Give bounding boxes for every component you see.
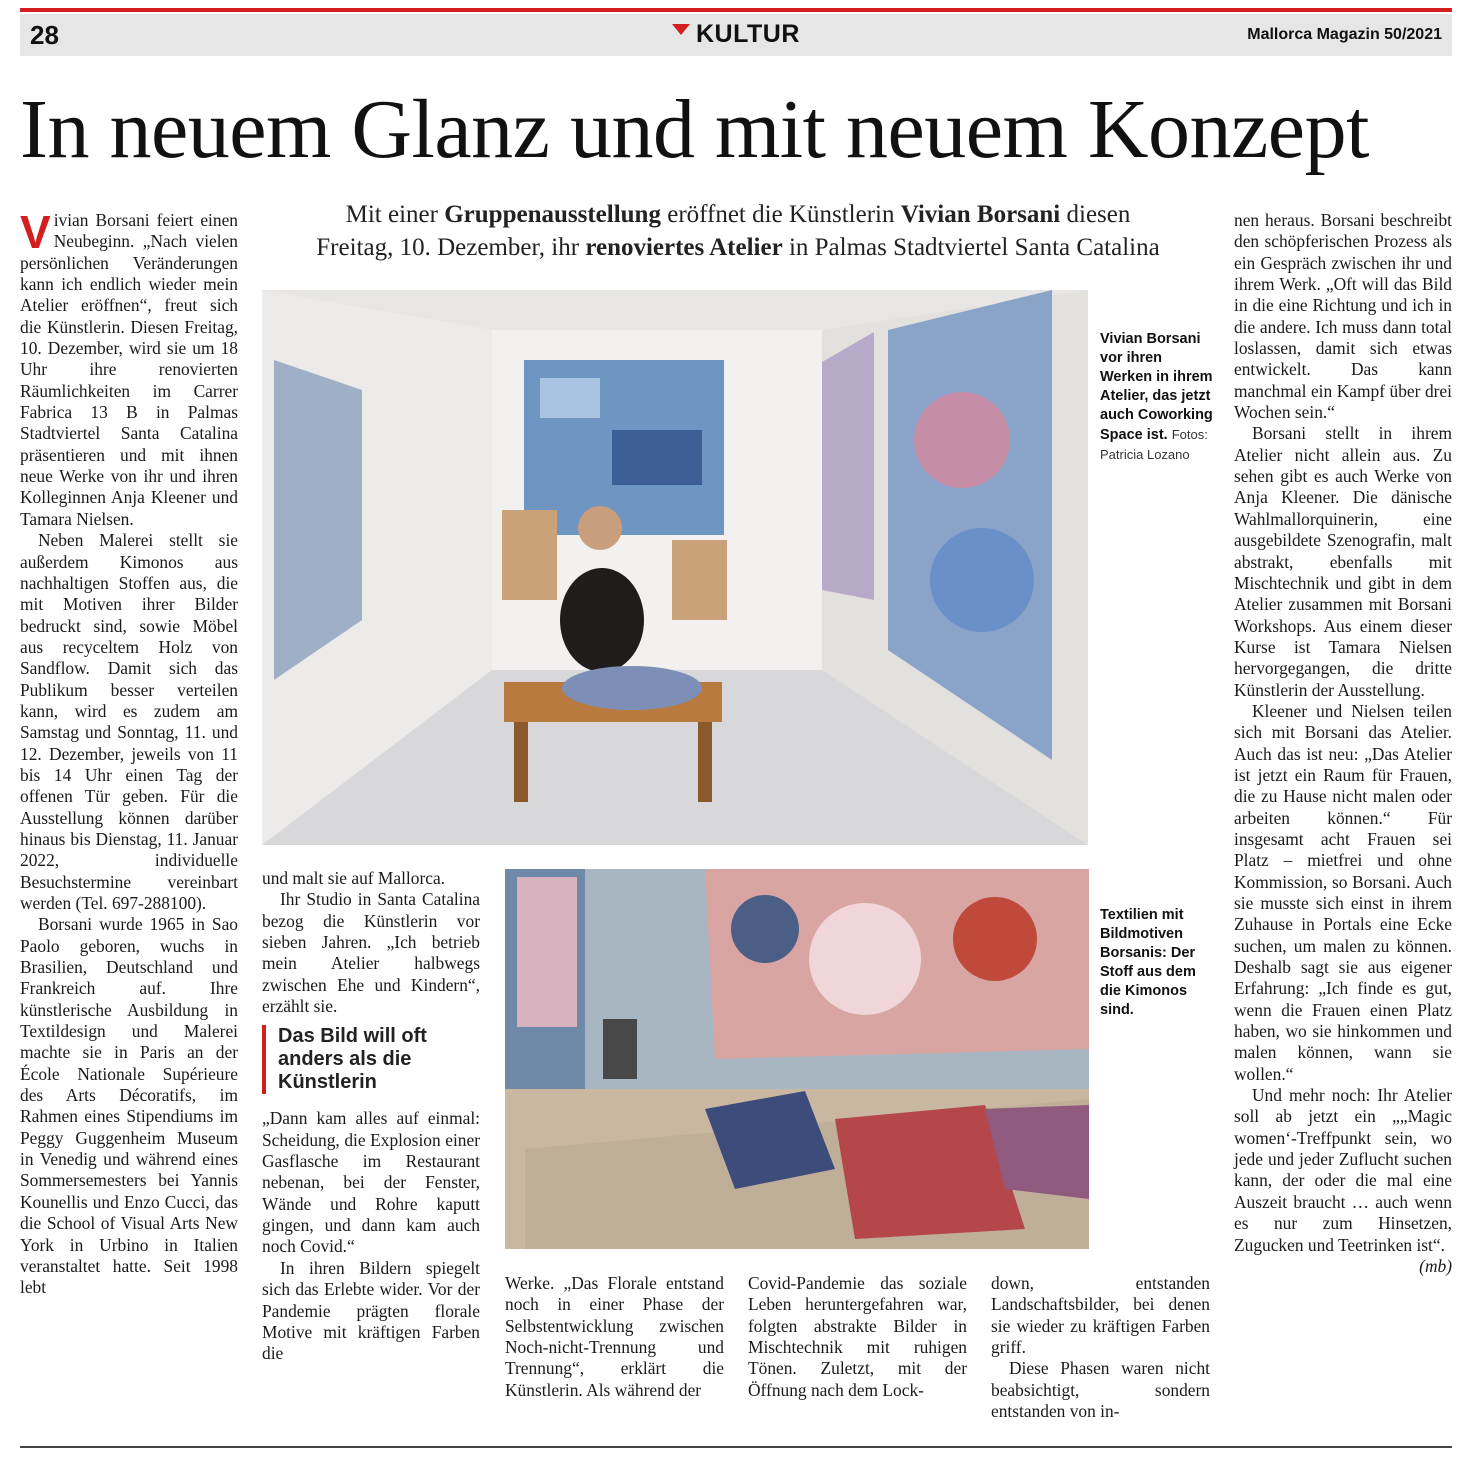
paragraph-7: Diese Phasen waren nicht beabsichtigt, sondern entstanden von in-	[991, 1358, 1210, 1422]
article-column-6	[1234, 210, 1452, 1277]
subhead-bold: Gruppenausstellung	[444, 201, 661, 228]
subhead-text: diesen	[1060, 201, 1131, 228]
paragraph-1	[20, 206, 238, 530]
paragraph-6-continued: Werke. „Das Florale entstand noch in einer Phase der Selbstentwicklung zwischen Noch-nicht-Trennung und Trennung“, erklärt die Künstlerin. Als während der	[505, 1273, 724, 1400]
subhead-text: eröffnet die Künstlerin	[660, 201, 901, 228]
photo-caption-1	[1100, 330, 1218, 465]
paragraph-4: Ihr Studio in Santa Catalina bezog die Künstlerin vor sieben Jahren. „Ich betrieb mein Atelier halbwegs zwischen Ehe und Kindern“, erzählt sie.	[262, 889, 480, 1017]
paragraph-6: In ihren Bildern spiegelt sich das Erlebte wider. Vor der Pandemie prägten florale Motive mit kräftigen Farben die	[262, 1257, 480, 1364]
subhead-text: in Palmas Stadtviertel Santa Catalina	[782, 234, 1160, 261]
author-signature: (mb)	[1419, 1255, 1452, 1276]
caption-text: Textilien mit Bildmotiven Borsanis: Der Stoff aus dem die Kimonos sind.	[1100, 907, 1196, 1018]
article-column-3	[505, 1273, 724, 1401]
paragraph-9: Kleener und Nielsen teilen sich mit Borsani das Atelier. Auch das ist neu: „Das Atelier ist jetzt ein Raum für Frauen, die zu Hause nicht malen oder arbeiten können.“ Für insgesamt acht Frauen sei Platz – mietfrei und ohne Kommission, so Borsani. Auch sie musste sich einst in ihrem Zuhause in Portals eine Ecke suchen, um malen zu können. Deshalb sagt sie aus eigener Erfahrung: „Ich finde es gut, wenn die Frauen einen Platz haben, wo sie hinkommen und malen können, wann sie wollen.“	[1234, 700, 1452, 1084]
paragraph-text: Und mehr noch: Ihr Atelier soll ab jetzt ein „„Magic women‘-Treffpunkt sein, wo jede und jeder Zuflucht suchen kann, der oder die mal eine Auszeit braucht … auch wenn es nur zum Hinsetzen, Zugucken und Teetrinken ist“.	[1234, 1085, 1452, 1255]
caption-text: Vivian Borsani vor ihren Werken in ihrem Atelier, das jetzt auch Coworking Space ist.	[1100, 331, 1213, 443]
atelier-photo-illustration	[262, 290, 1088, 845]
photo-caption-2	[1100, 906, 1218, 1020]
section-name: KULTUR	[696, 20, 800, 48]
headline: In neuem Glanz und mit neuem Konzept	[20, 83, 1369, 176]
section-label	[672, 20, 800, 49]
red-triangle-icon	[672, 24, 690, 35]
atelier-photo	[262, 290, 1088, 845]
subheading: Das Bild will oft anders als die Künstlerin	[262, 1025, 480, 1094]
textiles-photo-illustration	[505, 869, 1089, 1249]
article-column-1	[20, 206, 238, 1299]
subhead-bold: renoviertes Atelier	[585, 234, 783, 261]
paragraph-5: „Dann kam alles auf einmal: Scheidung, die Explosion einer Gasflasche im Restaurant nebenan, bei der Fenster, Wände und Rohre kaputt gingen, und dann kam auch noch Covid.“	[262, 1108, 480, 1257]
article-column-4	[748, 1273, 967, 1401]
article-column-5	[991, 1273, 1210, 1422]
paragraph-2: Neben Malerei stellt sie außerdem Kimonos aus nachhaltigen Stoffen aus, die mit Motiven ihrer Bilder bedruckt sind, sowie Möbel aus recyceltem Holz von Sandflow. Damit sich das Publikum besser verteilen kann, wird es zudem am Samstag und Sonntag, 11. und 12. Dezember, jeweils von 11 bis 14 Uhr einen Tag der offenen Tür geben. Für die Ausstellung können darüber hinaus bis Dienstag, 11. Januar 2022, individuelle Besuchstermine vereinbart werden (Tel. 697-288100).	[20, 530, 238, 913]
paragraph-3: Borsani wurde 1965 in Sao Paolo geboren, wuchs in Brasilien, Deutschland und Frankreich auf. Ihre künstlerische Ausbildung in Textildesign und Malerei machte sie in Paris an der École Nationale Supérieure des Arts Décoratifs, im Rahmen eines Stipendiums im Peggy Guggenheim Museum in Venedig und während eines Sommersemesters bei Yannis Kounellis und Enzo Cucci, das die School of Visual Arts New York in Urbino in Italien veranstaltet hatte. Seit 1998 lebt	[20, 914, 238, 1298]
subhead-bold: Vivian Borsani	[900, 201, 1061, 228]
issue-label: Mallorca Magazin 50/2021	[1247, 26, 1442, 43]
paragraph-6-continued: Covid-Pandemie das soziale Leben heruntergefahren war, folgten abstrakte Bilder in Mischtechnik mit ruhigen Tönen. Zuletzt, mit der Öffnung nach dem Lock-	[748, 1273, 967, 1400]
paragraph-8: Borsani stellt in ihrem Atelier nicht allein aus. Zu sehen gibt es auch Werke von Anja Kleener. Die dänische Wahlmallorquinerin, eine ausgebildete Szenografin, malt abstrakt, ebenfalls mit Mischtechnik und gibt in dem Atelier zusammen mit Borsani Workshops. Aus einem dieser Kurse ist Tamara Nielsen hervorgegangen, die dritte Künstlerin der Ausstellung.	[1234, 423, 1452, 700]
photo-credit: Fotos: Patricia Lozano	[1100, 427, 1208, 462]
drop-cap: V	[20, 206, 51, 258]
paragraph-10	[1234, 1085, 1452, 1276]
top-red-rule	[20, 8, 1452, 12]
subheadline	[258, 198, 1218, 264]
subhead-text: Freitag, 10. Dezember, ihr	[316, 234, 586, 261]
textiles-photo	[505, 869, 1089, 1249]
paragraph-7-continued: nen heraus. Borsani beschreibt den schöpferischen Prozess als ein Gespräch zwischen ihr und ihrem Werk. „Oft will das Bild in die eine Richtung und ich in die andere. Ich muss dann total loslassen, damit sich etwas entwickelt. Das kann manchmal ein Kampf über drei Wochen sein.“	[1234, 210, 1452, 423]
subhead-text: Mit einer	[345, 201, 445, 228]
paragraph-3-continued: und malt sie auf Mallorca.	[262, 868, 446, 888]
paragraph-6-end: down, entstanden Landschaftsbilder, bei denen sie wieder zu kräftigen Farben griff.	[991, 1273, 1210, 1358]
article-column-2	[262, 868, 480, 1365]
page-number: 28	[30, 20, 59, 50]
paragraph-text: ivian Borsani feiert einen Neubeginn. „Nach vielen persönlichen Veränderungen kann ich endlich wieder mein Atelier eröffnen“, freut sich die Künstlerin. Diesen Freitag, 10. Dezember, wird sie um 18 Uhr ihre renovierten Räumlichkeiten im Carrer Fabrica 13 B in Palmas Stadtviertel Santa Catalina präsentieren und mit ihnen neue Werke von ihr und ihren Kolleginnen Anja Kleener und Tamara Nielsen.	[20, 210, 238, 529]
bottom-rule	[20, 1446, 1452, 1448]
